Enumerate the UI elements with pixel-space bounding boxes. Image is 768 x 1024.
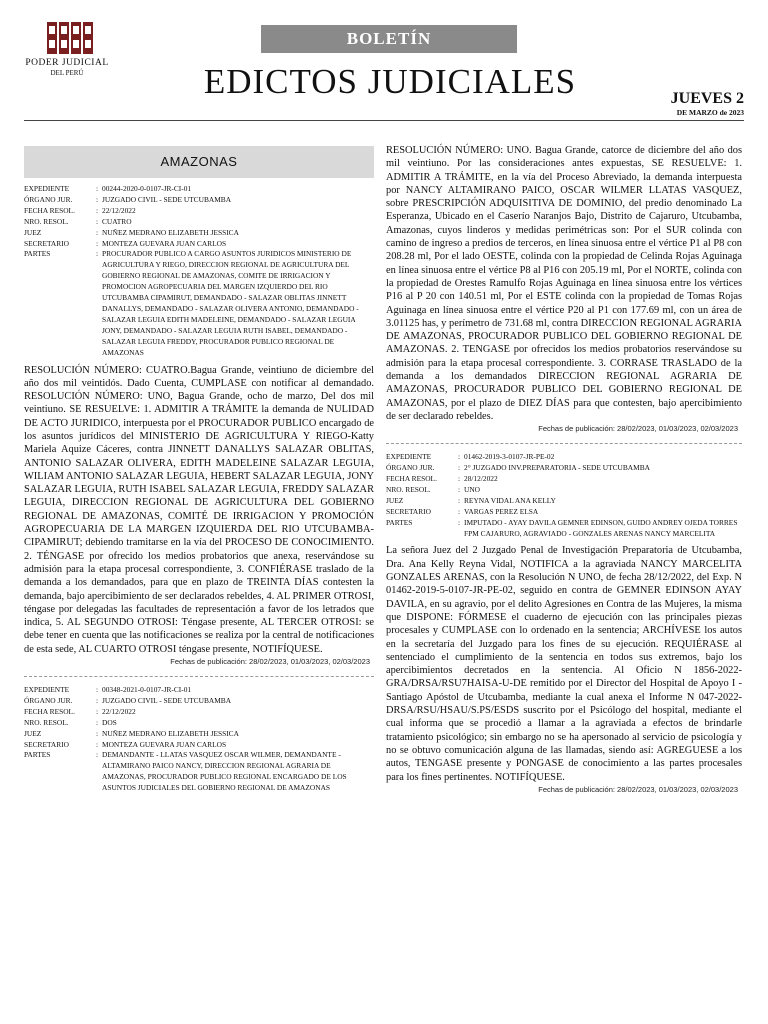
edicto2-secretario: MONTEZA GUEVARA JUAN CARLOS xyxy=(102,739,227,749)
edicto3-fecha: 28/12/2022 xyxy=(464,474,498,484)
right-column xyxy=(386,124,742,794)
edicto2-partes: DEMANDANTE - LLATAS VASQUEZ OSCAR WILMER, DEMANDANTE - ALTAMIRANO PAICO NANCY, DIRECCION REGIONAL AGRARIA DE AMAZONAS, PROCURADOR PUBLICO REGIONAL ENCARGADO DE LOS ASUNTOS JUDICIALES DEL GOBIERNO REGIONAL DE AMAZONAS xyxy=(102,750,347,793)
edicto3-publication-dates: Fechas de publicación: 28/02/2023, 01/03/2023, 02/03/2023 xyxy=(538,784,738,794)
edicto3-expediente: 01462-2019-3-0107-JR-PE-02 xyxy=(464,452,555,462)
date-month-year: DE MARZO de 2023 xyxy=(676,108,744,117)
label-expediente: EXPEDIENTE xyxy=(386,452,432,462)
edicto2-fecha: 22/12/2022 xyxy=(102,706,136,716)
label-organo: ÓRGANO JUR. xyxy=(24,194,73,204)
label-juez: JUEZ xyxy=(24,728,42,738)
logo-name: PODER JUDICIAL xyxy=(25,58,109,68)
edicto3-body: La señora Juez del 2 Juzgado Penal de Investigación Preparatoria de Utcubamba, Dra. Ana Kelly Reyna Vidal, NOTIFICA a la agraviada NANCY MARCELITA GONZALES ARENAS, con la Resolución N UNO, de fecha 28/12/2022, del Exp. N 01462-2019-5-0107-JR-PE-02, seguido en contra de GEMNER EDINSON AYAY DAVILA, en su agravio, por el delito Agresiones en Contra de las Mujeres, la misma que DISPONE: FÓRMESE el cuaderno de ejecución con las principales piezas procesales y CUMPLASE con lo ordenado en la sentencia; ARCHÍVESE los autos en la secretaría del Juzgado para los fines de su ejecución. REQUIÉRASE al sentenciado el cumplimiento de la sentencia en todos sus extremos, bajo los apercibimientos decretados en la sentencia. Al Oficio N 1856-2022-GRA/DRSA/RSU7HAISA-U-DE remitido por el Director del Hospital de Apoyo I - Santiago Apóstol de Utcubamba, mediante la cual anexa el Informe N 047-2022-DRSA/RSU/HSAU/S.PS/ESDS suscrito por el Psicólogo del hospital, mediante el cual informa que se procedió a llamar a la agraviada a efectos de brindarle tratamiento psicológico; sin embargo no se ha apersonado al servicio de psicología y no se obtuvo comunicación alguna de las llamadas, siendo así: AGREGUESE a los autos, TENGASE presente y PONGASE de conocimiento a las partes procesales para los fines pertinentes. NOTIFÍQUESE. xyxy=(386,545,742,783)
label-partes: PARTES xyxy=(24,249,51,259)
label-partes: PARTES xyxy=(386,517,413,527)
edicto3-partes: IMPUTADO - AYAY DAVILA GEMNER EDINSON, GUIDO ANDREY OJEDA TORRES FPM CAJARURO, AGRAVIADO - GONZALES ARENAS NANCY MARCELITA xyxy=(464,517,738,538)
edicto1-meta: EXPEDIENTE : 00244-2020-0-0107-JR-CI-01 ÓRGANO JUR. : JUZGADO CIVIL - SEDE UTCUBAMBA FECHA RESOL. : 22/12/2022 NRO. RESOL. : CUATRO JUEZ : NUÑEZ MEDRANO ELIZABETH JESSICA SECRETARIO : MONTEZA GUEVARA JUAN CARLOS PARTES : PROCURADOR PUBLICO A CARGO ASUNTOS JURIDICOS MINISTERIO DE AGRICULTURA Y RIEGO, DIRECCION REGIONAL DE AGRICULTURA DEL GOBIERNO REGIONAL DE AMAZONAS, COMITE DE IRRIGACION Y PROMOCION AGROPECUARIA DEL MARGEN IZQUIERDO DEL RIO UTCUBAMBA CIPAMIRUT, DEMANDADO - SALAZAR OBLITAS JINNETT DANALLYS, DEMANDADO - SALAZAR OLIVERA ANTONIO, DEMANDADO - SALAZAR LEGUIA EDITH MADELEINE, DEMANDADO - SALAZAR LEGUIA JONY, DEMANDADO - SALAZAR LEGUIA RUTH ISABEL, DEMANDADO - SALAZAR LEGUIA FREDDY, PROCURADOR PUBLICO REGIONAL DE AMAZONAS xyxy=(24,184,374,359)
edicto2-body: RESOLUCIÓN NÚMERO: UNO. Bagua Grande, catorce de diciembre del año dos mil veintiuno. Por las consideraciones antes expuestas, SE RESUELVE: 1. ADMITIR A TRÁMITE, en la vía del Proceso Abreviado, la demanda interpuesta por NANCY ALTAMIRANO PAICO, OSCAR WILMER LLATAS VASQUEZ, sobre PRESCRIPCIÓN ADQUISITIVA DE DOMINIO, del predio denominado La Esperanza, Ubicado en el Caserío Naranjos Bajo, Distrito de Cajaruro, Utcubamba, Amazonas, cuyos linderos y medidas perimétricas son: Por el SUR colinda con camino de ingreso a predios de terceros, en línea sinuosa entre el vértice P1 al P8 con 208.28 ml, Por el lado OESTE, colinda con la propiedad de Celinda Rojas Aguinaga en línea sinuosa entre el vértice P8 al P16 con 205.19 ml, Por el NORTE, colinda con la propiedad de Orestes Ramulfo Rojas Aguinaga en línea sinuosa entre los vértices P16 al P 20 con 140.51 ml, Por el ESTE colinda con la propiedad de Tomas Rojas Aguinaga en línea sinuosa entre el vértice P20 al P1 con 177.69 ml, con un área de 3.01125 has, y perímetro de 731.68 ml, contra DIRECCION REGIONAL AGRARIA DE AMAZONAS, PROCURADOR PUBLICO DEL GOBIERNO REGIONAL DE AMAZONAS. 2. TENGASE por ofrecidos los medios probatorios reservándose su admisión para la etapa procesal correspondiente. 3. CORRASE TRASLADO de la demanda a los demandados DIRECCION REGIONAL AGRARIA DE AMAZONAS, PROCURADOR PUBLICO DEL GOBIERNO REGIONAL DE AMAZONAS, por el plazo de DIEZ DÍAS para que contesten, bajo apercibimiento de ser declarado rebeldes. xyxy=(386,145,742,422)
edicto1-partes: PROCURADOR PUBLICO A CARGO ASUNTOS JURIDICOS MINISTERIO DE AGRICULTURA Y RIEGO, DIRECCION REGIONAL DE AGRICULTURA DEL GOBIERNO REGIONAL DE AMAZONAS, COMITE DE IRRIGACION Y PROMOCION AGROPECUARIA DEL MARGEN IZQUIERDO DEL RIO UTCUBAMBA CIPAMIRUT, DEMANDADO - SALAZAR OBLITAS JINNETT DANALLYS, DEMANDADO - SALAZAR OLIVERA ANTONIO, DEMANDADO - SALAZAR LEGUIA EDITH MADELEINE, DEMANDADO - SALAZAR LEGUIA JONY, DEMANDADO - SALAZAR LEGUIA RUTH ISABEL, DEMANDADO - SALAZAR LEGUIA FREDDY, PROCURADOR PUBLICO REGIONAL DE AMAZONAS xyxy=(102,249,359,357)
edicto2-expediente: 00348-2021-0-0107-JR-CI-01 xyxy=(102,685,192,695)
edicto-divider xyxy=(386,443,742,444)
edicto1-organo: JUZGADO CIVIL - SEDE UTCUBAMBA xyxy=(102,194,232,204)
edicto1-juez: NUÑEZ MEDRANO ELIZABETH JESSICA xyxy=(102,227,239,237)
date-day: JUEVES 2 xyxy=(670,90,744,107)
edicto3-meta: EXPEDIENTE : 01462-2019-3-0107-JR-PE-02 ÓRGANO JUR. : 2° JUZGADO INV.PREPARATORIA - SEDE UTCUBAMBA FECHA RESOL. : 28/12/2022 NRO. RESOL. : UNO JUEZ : REYNA VIDAL ANA KELLY SECRETARIO : VARGAS PEREZ ELSA PARTES : IMPUTADO - AYAY DAVILA GEMNER EDINSON, GUIDO ANDREY OJEDA TORRES FPM CAJARURO, AGRAVIADO - GONZALES ARENAS NANCY MARCELITA xyxy=(386,452,742,539)
label-nro: NRO. RESOL. xyxy=(24,717,69,727)
label-fecha: FECHA RESOL. xyxy=(386,474,437,484)
edicto1-body: RESOLUCIÓN NÚMERO: CUATRO.Bagua Grande, veintiuno de diciembre del año dos mil veintidós. Dado Cuenta, CUMPLASE con notificar al demandado. RESOLUCIÓN NÚMERO: UNO, Bagua Grande, ocho de marzo, Del dos mil veintiuno. SE RESUELVE: 1. ADMITIR A TRÁMITE la demanda de NULIDAD DE ACTO JURIDICO, interpuesta por el PROCURADOR PUBLICO encargado de los asuntos jurídicos del MINISTERIO DE AGRICULTURA Y RIEGO-Katty Mariela Aquize Cáceres, contra JINNETT DANALLYS SALAZAR OBLITAS, ANTONIO SALAZAR OLIVERA, EDITH MADELEINE SALAZAR LEGUIA, WILIAM ANTONIO SALAZAR LEGUIA, HEBERT SALAZAR LEGUIA, JONY SALAZAR LEGUIA, RUTH ISABEL SALAZAR LEGUIA, FREDDY SALAZAR LEGUIA, DIRECCION REGIONAL DE AGRICULTURA DEL GOBIERNO REGIONAL DE AMAZONAS, COMITÉ DE IRRIGACION Y PROMOCIÓN AGROPECUARIA DE LA MARGEN IZQUIERDA DEL RIO UTCUBAMBA-CIPAMIRUT; debiendo tramitarse en la vía del PROCESO DE CONOCIMIENTO. 2. TÉNGASE por ofrecido los medios probatorios que anexa, reservándose su admisión para la etapa procesal correspondiente, 3. CONFIÉRASE traslado de la demanda a los demandados, para que en plazo de TREINTA DÍAS contesten la demanda, bajo apercibimiento de ser declarados rebeldes, 4. AL PRIMER OTROSI, téngase por delegadas las facultades de representación a favor de los letrados que indica, 5. AL SEGUNDO OTROSI: Téngase presente, AL TERCER OTROSI: se debe tener en cuenta que las notificaciones se realiza por la central de notificaciones de esta sede, AL CUARTO OTROSI téngase presente, NOTIFÍQUESE. xyxy=(24,364,374,655)
edicto2-meta: EXPEDIENTE : 00348-2021-0-0107-JR-CI-01 ÓRGANO JUR. : JUZGADO CIVIL - SEDE UTCUBAMBA FECHA RESOL. : 22/12/2022 NRO. RESOL. : DOS JUEZ : NUÑEZ MEDRANO ELIZABETH JESSICA SECRETARIO : MONTEZA GUEVARA JUAN CARLOS PARTES : DEMANDANTE - LLATAS VASQUEZ OSCAR WILMER, DEMANDANTE - ALTAMIRANO PAICO NANCY, DIRECCION REGIONAL AGRARIA DE AMAZONAS, PROCURADOR PUBLICO REGIONAL ENCARGADO DE LOS ASUNTOS JUDICIALES DEL GOBIERNO REGIONAL DE AMAZONAS xyxy=(24,685,374,794)
edicto1-fecha: 22/12/2022 xyxy=(102,205,136,215)
edicto3-juez: REYNA VIDAL ANA KELLY xyxy=(464,495,556,505)
label-nro: NRO. RESOL. xyxy=(24,216,69,226)
edicto2-juez: NUÑEZ MEDRANO ELIZABETH JESSICA xyxy=(102,728,239,738)
label-partes: PARTES xyxy=(24,750,51,760)
logo-sub: DEL PERÚ xyxy=(50,69,84,77)
edicto2-organo: JUZGADO CIVIL - SEDE UTCUBAMBA xyxy=(102,695,232,705)
poder-judicial-emblem-icon xyxy=(28,22,112,54)
label-juez: JUEZ xyxy=(24,227,42,237)
label-organo: ÓRGANO JUR. xyxy=(386,463,435,473)
label-organo: ÓRGANO JUR. xyxy=(24,695,73,705)
label-secretario: SECRETARIO xyxy=(386,506,431,516)
label-fecha: FECHA RESOL. xyxy=(24,205,75,215)
label-secretario: SECRETARIO xyxy=(24,739,69,749)
edicto3-nro: UNO xyxy=(464,484,481,494)
edicto1-publication-dates: Fechas de publicación: 28/02/2023, 01/03/2023, 02/03/2023 xyxy=(170,657,370,667)
section-title: AMAZONAS xyxy=(24,146,374,178)
boletin-label: BOLETÍN xyxy=(261,25,517,53)
label-fecha: FECHA RESOL. xyxy=(24,706,75,716)
label-juez: JUEZ xyxy=(386,495,404,505)
label-nro: NRO. RESOL. xyxy=(386,484,431,494)
edicto3-organo: 2° JUZGADO INV.PREPARATORIA - SEDE UTCUBAMBA xyxy=(464,463,650,473)
edicto3-secretario: VARGAS PEREZ ELSA xyxy=(464,506,539,516)
poder-judicial-logo xyxy=(22,22,112,77)
label-expediente: EXPEDIENTE xyxy=(24,685,70,695)
edicto1-secretario: MONTEZA GUEVARA JUAN CARLOS xyxy=(102,238,227,248)
edicto2-nro: DOS xyxy=(102,717,117,727)
header-rule xyxy=(24,120,744,121)
edicto1-expediente: 00244-2020-0-0107-JR-CI-01 xyxy=(102,184,192,193)
label-secretario: SECRETARIO xyxy=(24,238,69,248)
edicto1-nro: CUATRO xyxy=(102,216,132,226)
edicto-divider xyxy=(24,676,374,677)
label-expediente: EXPEDIENTE xyxy=(24,184,70,193)
edicto2-publication-dates: Fechas de publicación: 28/02/2023, 01/03/2023, 02/03/2023 xyxy=(538,424,738,434)
left-column xyxy=(24,124,374,794)
page-title: EDICTOS JUDICIALES xyxy=(203,62,577,101)
